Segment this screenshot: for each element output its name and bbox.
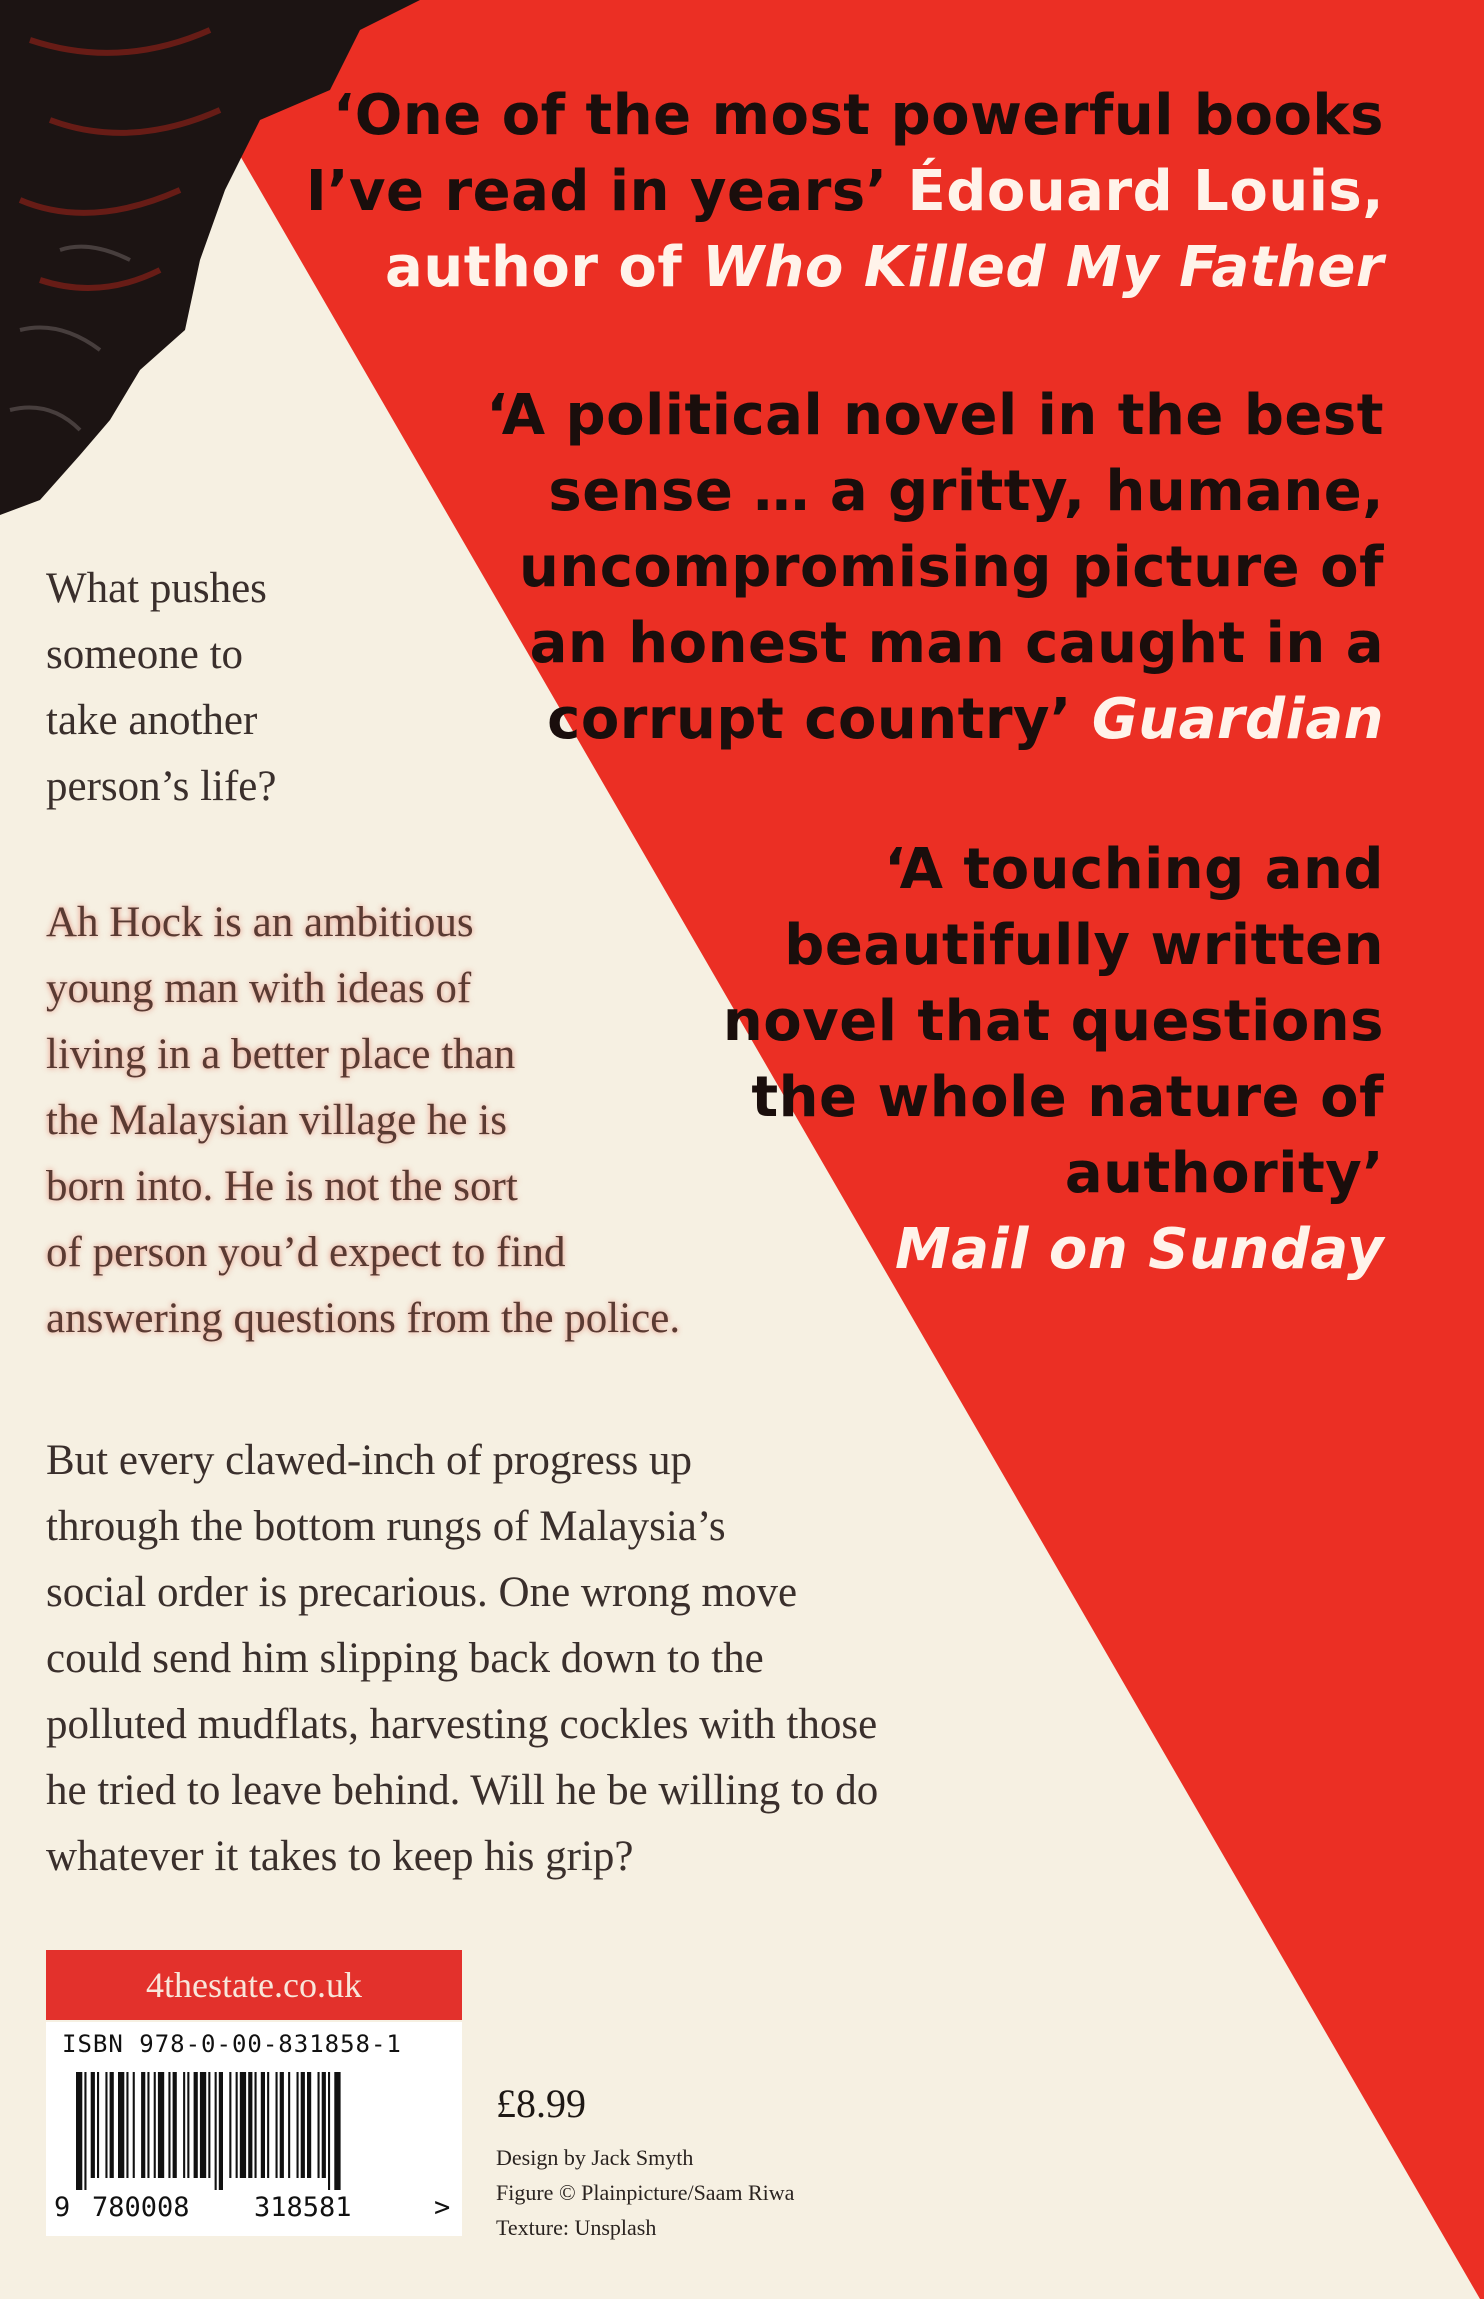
barcode-bar [126,2072,128,2178]
barcode-bar [110,2072,114,2178]
barcode-bar [147,2072,149,2178]
barcode-bar [307,2072,311,2178]
barcode-bar [84,2072,86,2190]
quote-attribution: Édouard Louis, [907,159,1384,224]
quote-line: ‘A political novel in the best [486,383,1384,448]
quote-attribution: Mail on Sunday [895,1217,1384,1282]
blurb-paragraph-3 [46,1428,878,1890]
quote-line: uncompromising picture of [519,535,1384,600]
review-quote-2 [486,378,1384,758]
barcode-digit-first: 9 [54,2192,71,2223]
barcode-bar [133,2072,135,2178]
barcode-bar [219,2072,223,2190]
blurb-line: answering questions from the police. [46,1295,681,1342]
barcode-bar [261,2072,265,2178]
barcode-bar [276,2072,278,2178]
barcode [76,2072,432,2190]
quote-line: ‘A touching and [884,837,1384,902]
barcode-digits-left: 780008 [92,2192,190,2223]
barcode-bar [168,2072,170,2178]
quote-text: I’ve read in years’ [305,159,888,224]
barcode-bar [183,2072,185,2178]
barcode-bar [173,2072,177,2178]
barcode-bar [158,2072,164,2178]
blurb-line: young man with ideas of [46,965,472,1012]
blurb-line: could send him slipping back down to the [46,1635,764,1682]
blurb-line: take another [46,697,258,744]
blurb-line: Ah Hock is an ambitious [46,899,474,946]
quote-line: authority’ [1064,1141,1384,1206]
barcode-bar [297,2072,299,2178]
barcode-bar [334,2072,340,2190]
attribution-prefix: author of [385,235,703,300]
barcode-bar [208,2072,210,2178]
blurb-line: But every clawed-inch of progress up [46,1437,692,1484]
quote-line: ‘One of the most powerful books [332,83,1384,148]
barcode-bar [194,2072,198,2178]
barcode-digits-right: 318581 [254,2192,352,2223]
blurb-paragraph-2 [46,890,680,1352]
barcode-bar [288,2072,290,2178]
quote-attribution-line [306,230,1384,306]
barcode-bar [187,2072,189,2178]
quote-line: novel that questions [722,989,1384,1054]
barcode-bar [141,2072,145,2178]
barcode-bar [328,2072,330,2190]
barcode-bar [255,2072,257,2178]
attribution-book-title: Who Killed My Father [702,235,1384,300]
barcode-bar [118,2072,124,2178]
barcode-panel [46,2022,462,2236]
blurb-line: he tried to leave behind. Will he be willing to do [46,1767,879,1814]
barcode-bar [154,2072,156,2178]
barcode-bar [301,2072,305,2178]
barcode-bar [91,2072,95,2178]
barcode-bar [200,2072,206,2178]
blurb-line: born into. He is not the sort [46,1163,518,1210]
design-credit: Design by Jack Smyth [496,2145,694,2170]
quote-text: corrupt country’ [547,687,1072,752]
quote-line: the whole nature of [751,1065,1384,1130]
blurb-line: social order is precarious. One wrong move [46,1569,798,1616]
barcode-bar [105,2072,107,2178]
barcode-bar [240,2072,246,2178]
quote-attribution: Guardian [1091,687,1384,752]
quote-line [306,154,1384,230]
quote-line: beautifully written [784,913,1384,978]
isbn-label: ISBN 978-0-00-831858-1 [62,2030,402,2058]
barcode-bar [267,2072,269,2178]
blurb-line: living in a better place than [46,1031,516,1078]
barcode-bar [322,2072,326,2178]
publisher-url: 4thestate.co.uk [46,1950,462,2020]
review-quote-3 [723,832,1384,1288]
blurb-line: of person you’d expect to find [46,1229,566,1276]
quote-line: sense … a gritty, humane, [548,459,1384,524]
barcode-bar [236,2072,238,2178]
price: £8.99 [496,2081,586,2126]
blurb-line: through the bottom rungs of Malaysia’s [46,1503,726,1550]
blurb-line: What pushes [46,565,267,612]
blurb-line: person’s life? [46,763,277,810]
barcode-bar [97,2072,99,2178]
barcode-bar [76,2072,82,2190]
blurb-paragraph-1 [46,556,276,820]
blurb-line: polluted mudflats, harvesting cockles with those [46,1701,878,1748]
figure-credit: Figure © Plainpicture/Saam Riwa [496,2180,795,2205]
review-quote-1 [306,78,1384,306]
barcode-arrow: > [434,2192,451,2223]
quote-line [486,682,1384,758]
barcode-bar [229,2072,231,2178]
blurb-line: someone to [46,631,244,678]
quote-line: an honest man caught in a [529,611,1384,676]
barcode-bar [215,2072,217,2190]
blurb-line: the Malaysian village he is [46,1097,507,1144]
barcode-bar [318,2072,320,2178]
blurb-line: whatever it takes to keep his grip? [46,1833,634,1880]
barcode-bar [280,2072,284,2178]
barcode-bar [248,2072,252,2178]
texture-credit: Texture: Unsplash [496,2215,657,2240]
